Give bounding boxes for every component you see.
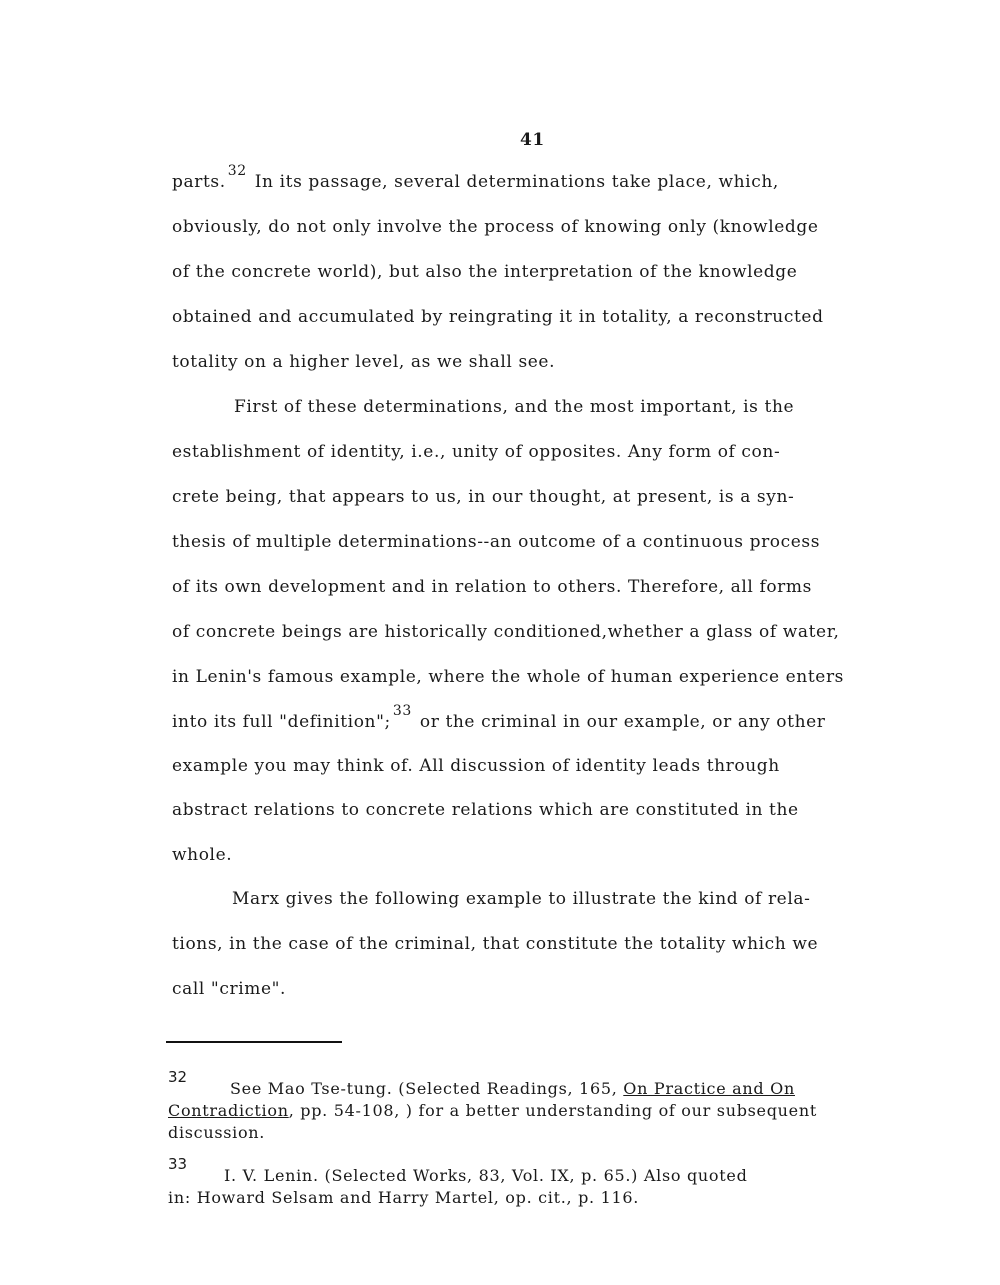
body-line-5: totality on a higher level, as we shall see. [172,352,556,372]
body-line-14: example you may think of. All discussion of identity leads through [172,756,780,776]
body-text: into its full "definition"; [172,712,391,732]
footnote-text: , pp. 54-108, ) for a better understanding of our subsequent [288,1101,817,1120]
body-line-10: of its own development and in relation to others. Therefore, all forms [172,577,812,597]
body-line-12: in Lenin's famous example, where the whole of human experience enters [172,667,844,687]
footnote-title: Contradiction [168,1101,289,1120]
body-line-3: of the concrete world), but also the interpretation of the knowledge [172,262,798,282]
footnote-ref-32: 32 [227,163,247,179]
footnote-number-32: 32 [168,1068,188,1086]
body-line-16: whole. [172,845,233,865]
body-line-7: establishment of identity, i.e., unity of opposites. Any form of con- [172,442,781,462]
body-line-13 [172,703,826,733]
page-number: 41 [520,130,545,150]
body-line-9: thesis of multiple determinations--an outcome of a continuous process [172,532,821,552]
footnote-number-33: 33 [168,1155,188,1173]
body-text: parts. [172,172,226,192]
body-line-8: crete being, that appears to us, in our thought, at present, is a syn- [172,487,795,507]
body-text: or the criminal in our example, or any other [413,712,826,732]
body-line-19: call "crime". [172,979,287,999]
footnote-32-line-2 [168,1101,817,1121]
footnote-33-line-1: I. V. Lenin. (Selected Works, 83, Vol. IX, p. 65.) Also quoted [224,1166,748,1185]
body-line-15: abstract relations to concrete relations which are constituted in the [172,800,799,820]
footnote-text: See Mao Tse-tung. (Selected Readings, 165, [230,1079,624,1098]
body-line-6: First of these determinations, and the most important, is the [234,397,795,417]
body-line-17: Marx gives the following example to illustrate the kind of rela- [232,889,811,909]
body-line-2: obviously, do not only involve the process of knowing only (knowledge [172,217,819,237]
body-line-1 [172,163,779,193]
body-line-11: of concrete beings are historically conditioned,whether a glass of water, [172,622,840,642]
body-line-4: obtained and accumulated by reingrating it in totality, a reconstructed [172,307,824,327]
body-text: In its passage, several determinations take place, which, [248,172,779,192]
footnote-separator [166,1041,342,1043]
footnote-33-line-2: in: Howard Selsam and Harry Martel, op. cit., p. 116. [168,1188,640,1207]
body-line-18: tions, in the case of the criminal, that constitute the totality which we [172,934,819,954]
footnote-32-line-3: discussion. [168,1123,266,1142]
footnote-ref-33: 33 [392,703,412,719]
footnote-title: On Practice and On [623,1079,795,1098]
footnote-32-line-1 [230,1079,795,1099]
